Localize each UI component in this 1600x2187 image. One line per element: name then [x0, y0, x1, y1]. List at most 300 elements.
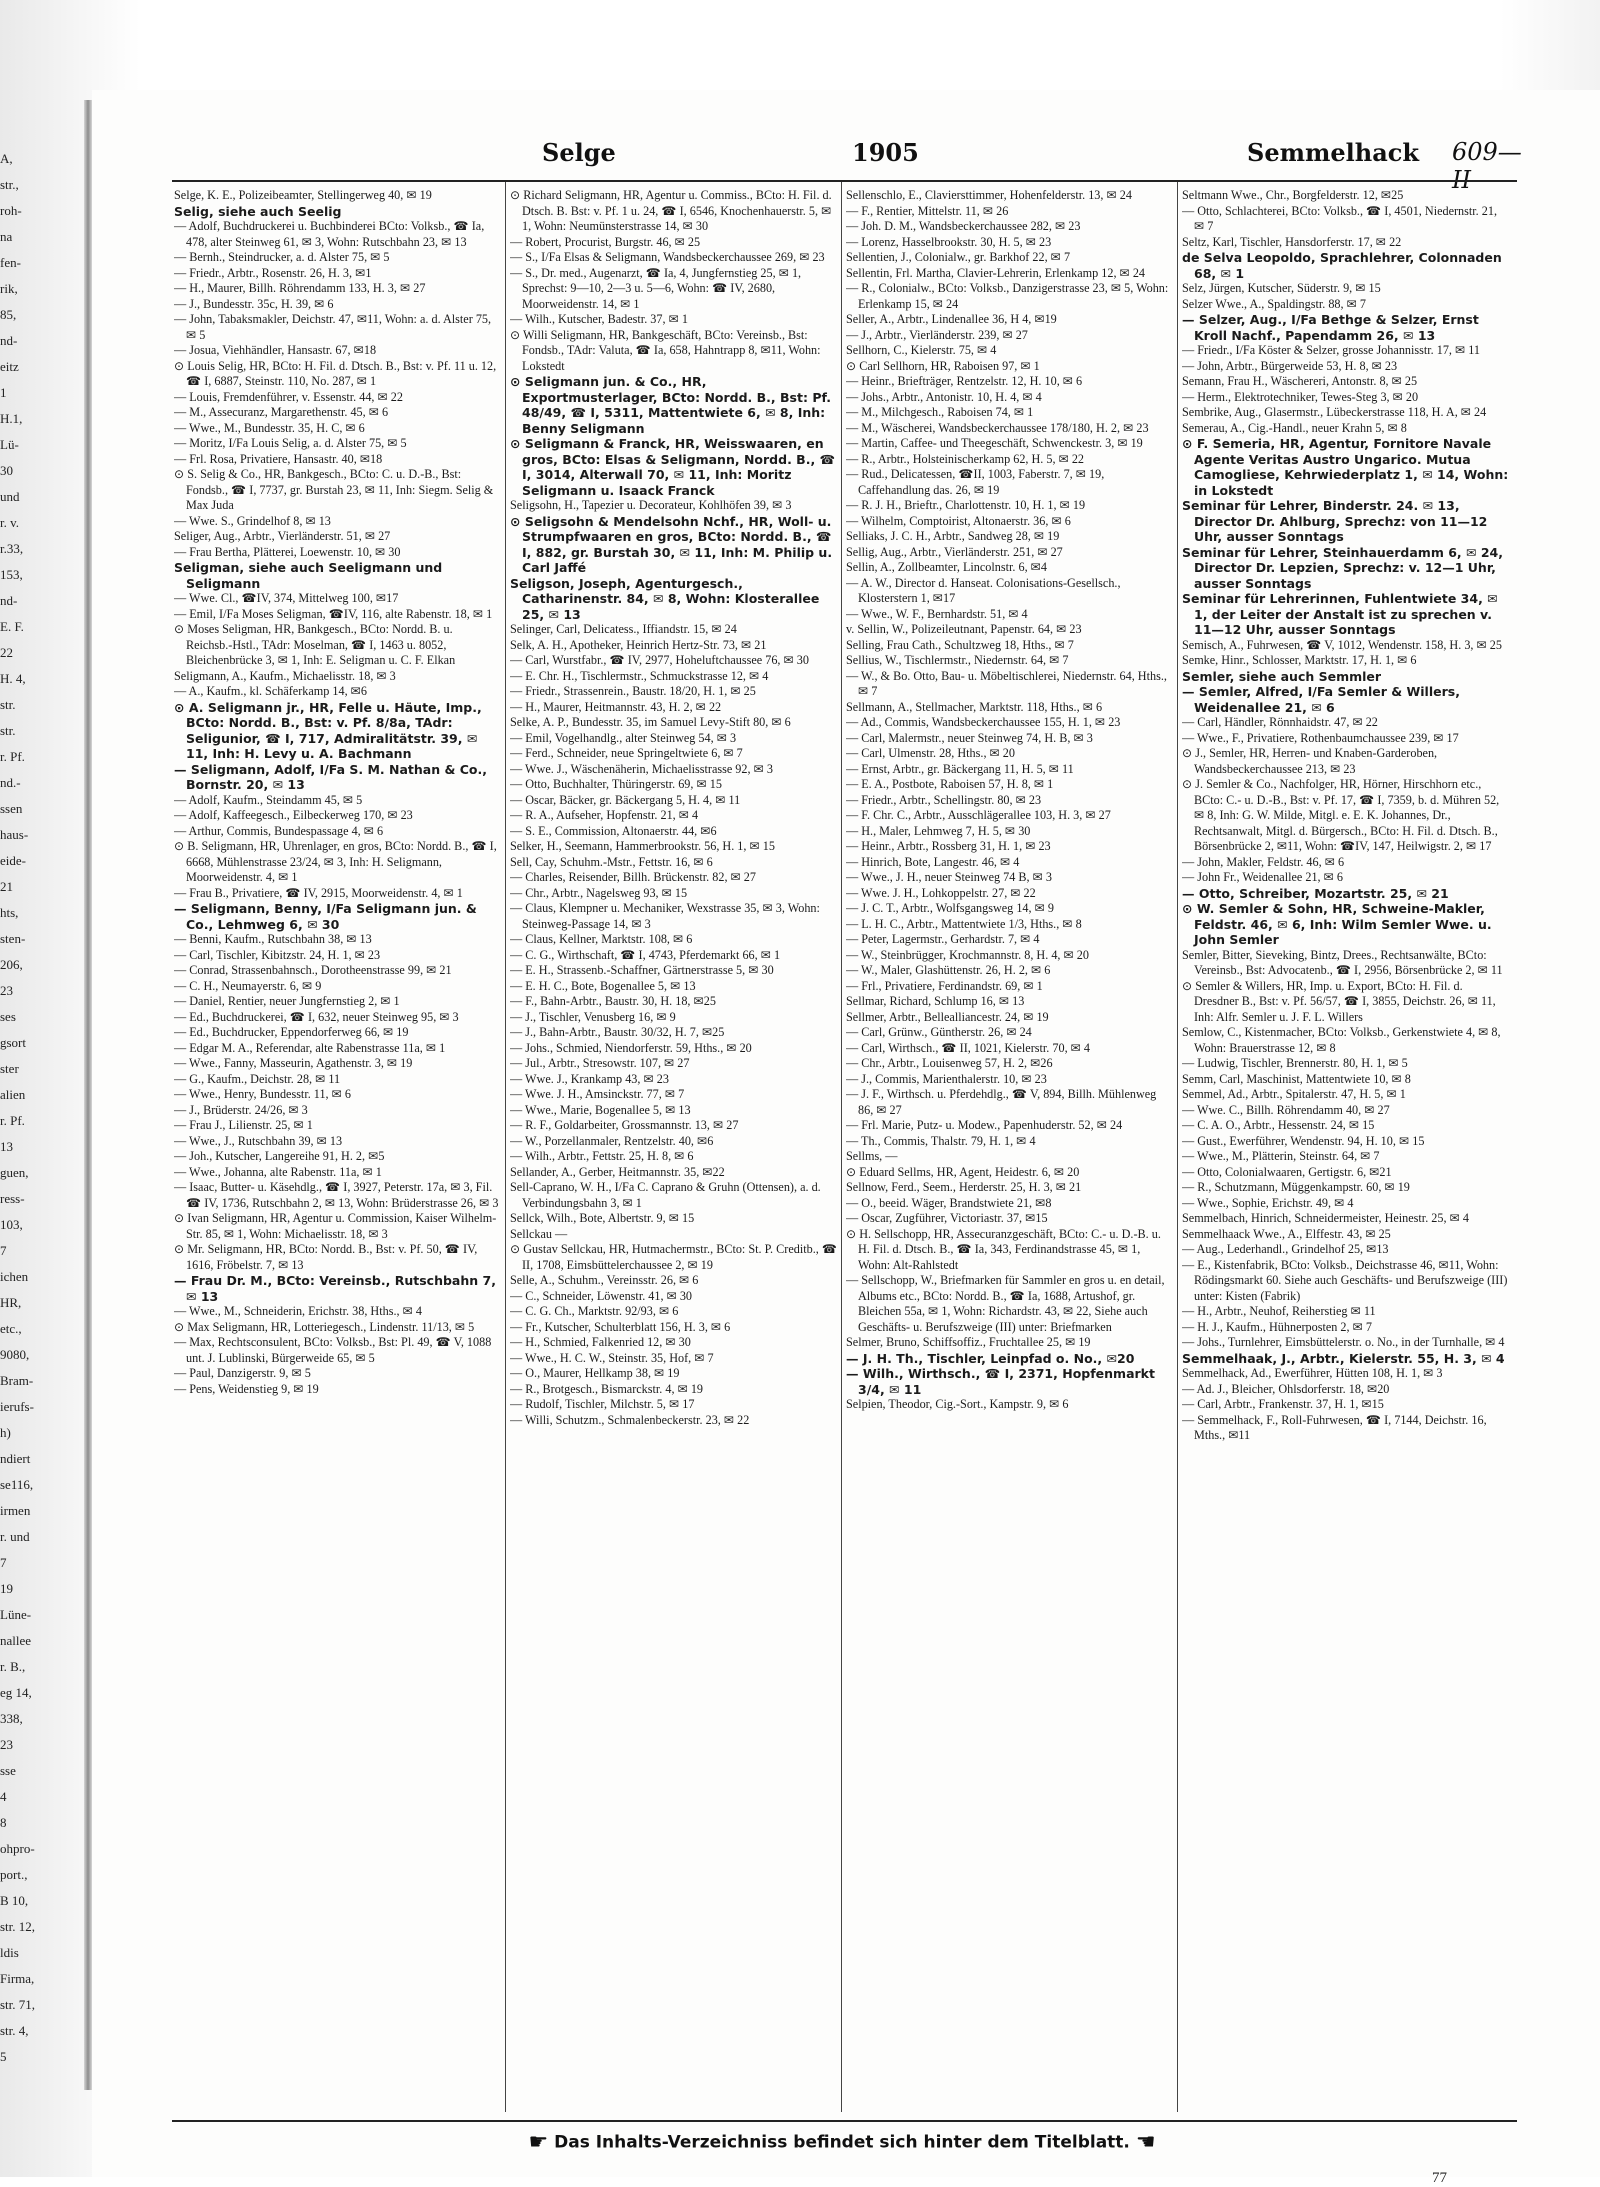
directory-entry: — Fr., Kutscher, Schulterblatt 156, H. 3, ✉ 6: [510, 1319, 731, 1334]
margin-fragment: 153,: [0, 567, 23, 582]
margin-fragment: ichen: [0, 1269, 29, 1284]
margin-fragment: 4: [0, 1789, 7, 1804]
margin-fragment: 85,: [0, 307, 17, 322]
directory-entry: — Semmelhack, F., Roll-Fuhrwesen, ☎ I, 7144, Deichstr. 16, Mths., ✉11: [1182, 1412, 1487, 1442]
directory-entry: — Paul, Danzigerstr. 9, ✉ 5: [174, 1366, 311, 1380]
directory-entry: ⊙ Seligmann jun. & Co., HR, Exportmusterlager, BCto: Nordd. B., Bst: Pf. 48/49, ☎ I, 5311, Mattentwiete 6, ✉ 8, Inh: Benny Seligmann: [510, 374, 831, 436]
directory-entry: Seminar für Lehrerinnen, Fuhlentwiete 34, ✉ 1, der Leiter der Anstalt ist zu sprechen v. 11—12 Uhr, ausser Sonntags: [1182, 591, 1498, 637]
margin-fragment: r. Pf.: [0, 1113, 25, 1128]
directory-entry: ⊙ S. Selig & Co., HR, Bankgesch., BCto: C. u. D.-B., Bst: Fondsb., ☎ I, 7737, gr. Burstah 23, ✉ 11, Inh: Siegm. Selig & Max Juda: [174, 467, 494, 512]
directory-entry: — C. H., Neumayerstr. 6, ✉ 9: [174, 978, 322, 993]
directory-entry: — L. H. C., Arbtr., Mattentwiete 1/3, Hths., ✉ 8: [846, 916, 1082, 931]
directory-entry: — Ad. J., Bleicher, Ohlsdorferstr. 18, ✉20: [1182, 1381, 1390, 1396]
margin-fragment: guen,: [0, 1165, 29, 1180]
directory-entry: — F., Bahn-Arbtr., Baustr. 30, H. 18, ✉25: [510, 994, 716, 1008]
directory-entry: Semm, Carl, Maschinist, Mattentwiete 10, ✉ 8: [1182, 1071, 1411, 1086]
directory-column-2: [510, 188, 838, 2108]
margin-fragment: haus-: [0, 827, 29, 842]
margin-fragment: ses: [0, 1009, 16, 1024]
directory-entry: — Peter, Lagermstr., Gerhardstr. 7, ✉ 4: [846, 932, 1040, 946]
directory-entry: — Frl. Rosa, Privatiere, Hansastr. 40, ✉18: [174, 451, 383, 466]
margin-fragment: r.33,: [0, 541, 24, 556]
directory-entry: — Heinr., Arbtr., Rossberg 31, H. 1, ✉ 23: [846, 839, 1051, 853]
directory-entry: — Edgar M. A., Referendar, alte Rabenstrasse 11a, ✉ 1: [174, 1040, 446, 1055]
directory-entry: — Adolf, Kaffeegesch., Eilbeckerweg 170, ✉ 23: [174, 808, 413, 822]
directory-entry: Seltz, Karl, Tischler, Hansdorferstr. 17, ✉ 22: [1182, 234, 1402, 249]
directory-entry: — Wwe., M., Bundesstr. 35, H. C, ✉ 6: [174, 420, 365, 435]
directory-entry: — W., Steinbrügger, Krochmannstr. 8, H. 4, ✉ 20: [846, 947, 1089, 962]
directory-entry: — Wwe., Fanny, Masseurin, Agathenstr. 3, ✉ 19: [174, 1056, 413, 1070]
directory-entry: — Frau Dr. M., BCto: Vereinsb., Rutschbahn 7, ✉ 13: [174, 1273, 496, 1304]
margin-fragment: 13: [0, 1139, 13, 1154]
directory-entry: Semler, siehe auch Semmler: [1182, 668, 1382, 684]
margin-fragment: str. 12,: [0, 1919, 36, 1934]
directory-entry: — J. H. Th., Tischler, Leinpfad o. No., ✉20: [846, 1350, 1135, 1366]
directory-entry: — Chr., Arbtr., Louisenweg 57, H. 2, ✉26: [846, 1056, 1053, 1070]
directory-entry: ⊙ Willi Seligmann, HR, Bankgeschäft, BCto: Vereinsb., Bst: Fondsb., TAdr: Valuta, ☎ Ia, 658, Hahntrapp 8, ✉11, Wohn: Lokstedt: [510, 327, 821, 373]
directory-entry: — John, Tabaksmakler, Deichstr. 47, ✉11, Wohn: a. d. Alster 75, ✉ 5: [174, 312, 492, 342]
directory-entry: Selge, K. E., Polizeibeamter, Stellingerweg 40, ✉ 19: [174, 188, 432, 202]
directory-entry: de Selva Leopoldo, Sprachlehrer, Colonnaden 68, ✉ 1: [1182, 250, 1502, 281]
margin-fragment: r. und: [0, 1529, 30, 1544]
directory-entry: — Wilh., Wirthsch., ☎ I, 2371, Hopfenmarkt 3/4, ✉ 11: [846, 1366, 1155, 1397]
directory-entry: — Moritz, I/Fa Louis Selig, a. d. Alster 75, ✉ 5: [174, 436, 407, 450]
margin-fragment: Lüne-: [0, 1607, 32, 1622]
directory-entry: — J., Arbtr., Vierländerstr. 239, ✉ 27: [846, 327, 1028, 342]
directory-entry: — Friedr., Strassenrein., Baustr. 18/20, H. 1, ✉ 25: [510, 684, 756, 698]
margin-fragment: nd-: [0, 333, 18, 348]
directory-entry: — R. J. H., Brieftr., Charlottenstr. 10, H. 1, ✉ 19: [846, 498, 1086, 512]
directory-entry: — Carl, Malermstr., neuer Steinweg 74, H. B, ✉ 3: [846, 730, 1093, 745]
margin-fragment: rik,: [0, 281, 18, 296]
directory-entry: — Martin, Caffee- und Theegeschäft, Schwenckestr. 3, ✉ 19: [846, 436, 1143, 450]
margin-fragment: 21: [0, 879, 13, 894]
margin-fragment: 30: [0, 463, 13, 478]
column-separator: [841, 182, 842, 2112]
margin-fragment: h): [0, 1425, 11, 1440]
directory-entry: Seller, A., Arbtr., Lindenallee 36, H 4, ✉19: [846, 312, 1057, 326]
directory-entry: Sellck, Wilh., Bote, Albertstr. 9, ✉ 15: [510, 1211, 695, 1225]
margin-fragment: sten-: [0, 931, 26, 946]
directory-entry: — F. Chr. C., Arbtr., Ausschlägerallee 103, H. 3, ✉ 27: [846, 808, 1111, 822]
header-last-name: Semmelhack: [1247, 138, 1420, 167]
directory-entry: — Wwe., Sophie, Erichstr. 49, ✉ 4: [1182, 1195, 1354, 1210]
directory-entry: — E. H., Strassenb.-Schaffner, Gärtnerstrasse 5, ✉ 30: [510, 963, 774, 977]
directory-entry: — M., Milchgesch., Raboisen 74, ✉ 1: [846, 405, 1034, 419]
margin-fragment: 8: [0, 1815, 7, 1830]
directory-entry: — Carl, Wirthsch., ☎ II, 1021, Kielerstr. 70, ✉ 4: [846, 1040, 1091, 1055]
directory-entry: — Wwe., H. C. W., Steinstr. 35, Hof, ✉ 7: [510, 1350, 714, 1365]
margin-fragment: H. 4,: [0, 671, 26, 686]
directory-entry: — Oscar, Zugführer, Victoriastr. 37, ✉15: [846, 1211, 1048, 1225]
directory-entry: Sellenschlo, E., Claviersttimmer, Hohenfelderstr. 13, ✉ 24: [846, 188, 1132, 202]
directory-entry: — Louis, Fremdenführer, v. Essenstr. 44, ✉ 22: [174, 389, 403, 404]
margin-fragment: na: [0, 229, 13, 244]
directory-entry: — Carl, Wurstfabr., ☎ IV, 2977, Hoheluftchaussee 76, ✉ 30: [510, 653, 809, 667]
directory-entry: — Wwe., J., Rutschbahn 39, ✉ 13: [174, 1133, 343, 1148]
directory-entry: ⊙ Richard Seligmann, HR, Agentur u. Commiss., BCto: H. Fil. d. Dtsch. B. Bst: v. Pf. 1 u. 24, ☎ I, 6546, Knochenhauerstr. 5, ✉ 1, Wohn: Neumünsterstrasse 14, ✉ 30: [510, 188, 832, 233]
directory-entry: Semmel, Ad., Arbtr., Spitalerstr. 47, H. 5, ✉ 1: [1182, 1087, 1406, 1101]
margin-fragment: r. v.: [0, 515, 20, 530]
margin-fragment: ssen: [0, 801, 23, 816]
directory-entry: — Johs., Arbtr., Antonistr. 10, H. 4, ✉ 4: [846, 389, 1042, 404]
directory-entry: — Josua, Viehhändler, Hansastr. 67, ✉18: [174, 343, 377, 357]
directory-entry: — Daniel, Rentier, neuer Jungfernstieg 2, ✉ 1: [174, 994, 400, 1008]
directory-entry: — Oscar, Bäcker, gr. Bäckergang 5, H. 4, ✉ 11: [510, 792, 741, 807]
directory-entry: Selig, siehe auch Seelig: [174, 203, 342, 219]
directory-entry: — E. H. C., Bote, Bogenallee 5, ✉ 13: [510, 978, 696, 993]
directory-page: [92, 90, 1600, 2186]
directory-entry: Semmelbach, Hinrich, Schneidermeister, Heinestr. 25, ✉ 4: [1182, 1211, 1469, 1225]
directory-entry: — Joh. D. M., Wandsbeckerchaussee 282, ✉ 23: [846, 219, 1081, 233]
directory-entry: — Rudolf, Tischler, Milchstr. 5, ✉ 17: [510, 1397, 695, 1411]
margin-fragment: hts,: [0, 905, 19, 920]
directory-column-1: [174, 188, 502, 2108]
directory-entry: Selmer, Bruno, Schiffsoffiz., Fruchtallee 25, ✉ 19: [846, 1335, 1091, 1349]
directory-entry: — Ed., Buchdrucker, Eppendorferweg 66, ✉ 19: [174, 1025, 409, 1039]
directory-entry: Seliger, Aug., Arbtr., Vierländerstr. 51, ✉ 27: [174, 529, 391, 543]
directory-entry: — Ferd., Schneider, neue Springeltwiete 6, ✉ 7: [510, 746, 743, 760]
directory-entry: — Th., Commis, Thalstr. 79, H. 1, ✉ 4: [846, 1133, 1036, 1148]
book-gutter: [84, 100, 92, 2090]
margin-fragment: A,: [0, 151, 13, 166]
directory-entry: — Emil, Vogelhandlg., alter Steinweg 54, ✉ 3: [510, 730, 737, 745]
footer-notice-text: Das Inhalts-Verzeichniss befindet sich hinter dem Titelblatt.: [554, 2132, 1130, 2153]
margin-fragment: 23: [0, 1737, 13, 1752]
directory-entry: — Isaac, Butter- u. Käsehdlg., ☎ I, 3927, Peterstr. 17a, ✉ 3, Fil. ☎ IV, 1736, Rutschbahn 2, ✉ 13, Wohn: Brüderstrasse 26, ✉ 3: [174, 1180, 499, 1210]
directory-entry: — Frl., Privatiere, Ferdinandstr. 69, ✉ 1: [846, 978, 1043, 993]
directory-entry: — Wilh., Arbtr., Fettstr. 25, H. 8, ✉ 6: [510, 1149, 694, 1163]
footer-notice: [392, 2130, 1292, 2155]
margin-fragment: nallee: [0, 1633, 32, 1648]
directory-entry: — Adolf, Buchdruckerei u. Buchbinderei BCto: Volksb., ☎ Ia, 478, alter Steinweg 61, ✉ 3, Wohn: Rutschbahn 23, ✉ 13: [174, 219, 485, 249]
directory-entry: — Otto, Schreiber, Mozartstr. 25, ✉ 21: [1182, 885, 1449, 901]
directory-entry: — C., Schneider, Löwenstr. 41, ✉ 30: [510, 1288, 693, 1303]
directory-entry: — Carl, Händler, Rönnhaidstr. 47, ✉ 22: [1182, 715, 1378, 729]
directory-entry: — Aug., Lederhandl., Grindelhof 25, ✉13: [1182, 1242, 1389, 1256]
directory-entry: — Friedr., Arbtr., Rosenstr. 26, H. 3, ✉1: [174, 265, 372, 280]
previous-page-margin: [0, 140, 82, 2120]
directory-entry: Sell-Caprano, W. H., I/Fa C. Caprano & Gruhn (Ottensen), a. d. Verbindungsbahn 3, ✉ 1: [510, 1180, 821, 1210]
directory-entry: — Ludwig, Tischler, Brennerstr. 80, H. 1, ✉ 5: [1182, 1056, 1408, 1070]
directory-entry: ⊙ Seligmann & Franck, HR, Weisswaaren, en gros, BCto: Elsas & Seligmann, Nordd. B., ☎ I, 3014, Alterwall 70, ✉ 11, Inh: Moritz Seligmann u. Isaack Franck: [510, 436, 836, 498]
margin-fragment: alien: [0, 1087, 26, 1102]
directory-entry: — C. G., Wirthschaft, ☎ I, 4743, Pferdemarkt 66, ✉ 1: [510, 947, 781, 962]
directory-entry: Semlow, C., Kistenmacher, BCto: Volksb., Gerkenstwiete 4, ✉ 8, Wohn: Brauerstrasse 12, ✉ 8: [1182, 1025, 1501, 1055]
directory-entry: Selk, A. H., Apotheker, Heinrich Hertz-Str. 73, ✉ 21: [510, 637, 767, 652]
directory-entry: — Frau Bertha, Plätterei, Loewenstr. 10, ✉ 30: [174, 544, 401, 559]
directory-entry: — M., Assecuranz, Margarethenstr. 45, ✉ 6: [174, 405, 389, 419]
directory-entry: — E. A., Postbote, Raboisen 57, H. 8, ✉ 1: [846, 777, 1054, 791]
directory-entry: Semke, Hinr., Schlosser, Marktstr. 17, H. 1, ✉ 6: [1182, 653, 1417, 667]
margin-fragment: sse: [0, 1763, 16, 1778]
directory-entry: Selliaks, J. C. H., Arbtr., Sandweg 28, ✉ 19: [846, 529, 1060, 543]
page-header: [172, 138, 1522, 194]
directory-entry: ⊙ Carl Sellhorn, HR, Raboisen 97, ✉ 1: [846, 358, 1040, 373]
directory-entry: — Selzer, Aug., I/Fa Bethge & Selzer, Ernst Kroll Nachf., Papendamm 26, ✉ 13: [1182, 312, 1479, 343]
directory-entry: — Frl. Marie, Putz- u. Modew., Papenhuderstr. 52, ✉ 24: [846, 1118, 1123, 1132]
margin-fragment: B 10,: [0, 1893, 29, 1908]
directory-entry: — Wilhelm, Comptoirist, Altonaerstr. 36, ✉ 6: [846, 513, 1071, 528]
margin-fragment: und: [0, 489, 20, 504]
directory-entry: — H., Maler, Lehmweg 7, H. 5, ✉ 30: [846, 823, 1031, 838]
directory-entry: — Arthur, Commis, Bundespassage 4, ✉ 6: [174, 823, 384, 838]
directory-entry: Sellentien, J., Colonialw., gr. Barkhof 22, ✉ 7: [846, 250, 1071, 264]
directory-entry: — John Fr., Weidenallee 21, ✉ 6: [1182, 870, 1343, 884]
directory-entry: Sellander, A., Gerber, Heitmannstr. 35, ✉22: [510, 1164, 725, 1179]
directory-entry: — H., Arbtr., Neuhof, Reiherstieg ✉ 11: [1182, 1304, 1376, 1318]
directory-entry: — Seligmann, Benny, I/Fa Seligmann jun. & Co., Lehmweg 6, ✉ 30: [174, 901, 477, 932]
directory-column-3: [846, 188, 1174, 2108]
directory-entry: — Wwe. J. H., Lohkoppelstr. 27, ✉ 22: [846, 885, 1036, 900]
margin-fragment: eg 14,: [0, 1685, 32, 1700]
margin-fragment: str. 4,: [0, 2023, 29, 2038]
sheet-number: 77: [1432, 2170, 1447, 2186]
directory-entry: Semmelhaack Wwe., A., Elffestr. 43, ✉ 25: [1182, 1226, 1391, 1241]
pointing-hand-icon: ☚: [1135, 2130, 1156, 2155]
directory-entry: — John, Arbtr., Bürgerweide 53, H. 8, ✉ 23: [1182, 358, 1398, 373]
directory-entry: Sellhorn, C., Kielerstr. 75, ✉ 4: [846, 343, 997, 357]
margin-fragment: Lü-: [0, 437, 19, 452]
directory-entry: ⊙ Max Seligmann, HR, Lotteriegesch., Lindenstr. 11/13, ✉ 5: [174, 1319, 475, 1334]
directory-entry: Semmelhaak, J., Arbtr., Kielerstr. 55, H. 3, ✉ 4: [1182, 1350, 1505, 1366]
directory-entry: — Chr., Arbtr., Nagelsweg 93, ✉ 15: [510, 885, 688, 900]
directory-entry: — Joh., Kutscher, Langereihe 91, H. 2, ✉5: [174, 1149, 385, 1163]
margin-fragment: E. F.: [0, 619, 24, 634]
directory-entry: — J., Tischler, Venusberg 16, ✉ 9: [510, 1009, 676, 1024]
margin-fragment: eide-: [0, 853, 26, 868]
margin-fragment: fen-: [0, 255, 21, 270]
directory-entry: Selker, H., Seemann, Hammerbrookstr. 56, H. 1, ✉ 15: [510, 839, 775, 853]
directory-entry: — Carl, Ulmenstr. 28, Hths., ✉ 20: [846, 746, 1015, 760]
directory-entry: ⊙ J., Semler, HR, Herren- und Knaben-Garderoben, Wandsbeckerchaussee 213, ✉ 23: [1182, 746, 1438, 776]
directory-entry: — Otto, Colonialwaaren, Gertigstr. 6, ✉21: [1182, 1164, 1392, 1179]
directory-entry: ⊙ F. Semeria, HR, Agentur, Fornitore Navale Agente Veritas Austro Ungarico. Mutua Camogliese, Kehrwiederplatz 1, ✉ 14, Wohn: in Lokstedt: [1182, 436, 1509, 498]
margin-fragment: gsort: [0, 1035, 26, 1050]
margin-fragment: Bram-: [0, 1373, 34, 1388]
directory-entry: ⊙ Semler & Willers, HR, Imp. u. Export, BCto: H. Fil. d. Dresdner B., Bst: v. Pf. 56/57, ☎ I, 3855, Deichstr. 26, ✉ 11, Inh: Alfr. Semler u. J. F. L. Willers: [1182, 978, 1496, 1024]
directory-entry: Sellmer, Arbtr., Bellealliancestr. 24, ✉ 19: [846, 1009, 1049, 1024]
directory-entry: — Gust., Ewerführer, Wendenstr. 94, H. 10, ✉ 15: [1182, 1133, 1425, 1148]
directory-entry: ⊙ W. Semler & Sohn, HR, Schweine-Makler, Feldstr. 46, ✉ 6, Inh: Wilm Semler Wwe. u. John Semler: [1182, 901, 1492, 947]
directory-entry: Selling, Frau Cath., Schultzweg 18, Hths., ✉ 7: [846, 637, 1074, 652]
margin-fragment: str. 71,: [0, 1997, 36, 2012]
directory-entry: — Jul., Arbtr., Stresowstr. 107, ✉ 27: [510, 1056, 690, 1070]
directory-entry: ⊙ Mr. Seligmann, HR, BCto: Nordd. B., Bst: v. Pf. 50, ☎ IV, 1616, Fröbelstr. 7, ✉ 13: [174, 1242, 478, 1272]
margin-fragment: ohpro-: [0, 1841, 35, 1856]
directory-entry: — Robert, Procurist, Burgstr. 46, ✉ 25: [510, 234, 701, 249]
directory-entry: — Wilh., Kutscher, Badestr. 37, ✉ 1: [510, 312, 688, 326]
directory-entry: Selke, A. P., Bundesstr. 35, im Samuel Levy-Stift 80, ✉ 6: [510, 715, 791, 729]
directory-entry: ⊙ A. Seligmann jr., HR, Felle u. Häute, Imp., BCto: Nordd. B., Bst: v. Pf. 8/8a, TAdr: Seligunior, ☎ I, 717, Admiralitätstr. 39, ✉ 11, Inh: H. Levy u. A. Bachmann: [174, 699, 482, 761]
directory-entry: — Claus, Kellner, Marktstr. 108, ✉ 6: [510, 932, 693, 946]
margin-fragment: 22: [0, 645, 13, 660]
directory-entry: — R. F., Goldarbeiter, Grossmannstr. 13, ✉ 27: [510, 1118, 739, 1132]
directory-entry: v. Sellin, W., Polizeileutnant, Papenstr. 64, ✉ 23: [846, 622, 1082, 636]
margin-fragment: str.: [0, 723, 16, 738]
directory-entry: — Friedr., Arbtr., Schellingstr. 80, ✉ 23: [846, 792, 1042, 807]
directory-entry: Selz, Jürgen, Kutscher, Süderstr. 9, ✉ 15: [1182, 281, 1381, 295]
directory-entry: — Johs., Schmied, Niendorferstr. 59, Hths., ✉ 20: [510, 1040, 752, 1055]
directory-entry: — Charles, Reisender, Billh. Brückenstr. 82, ✉ 27: [510, 870, 756, 884]
directory-entry: — Carl, Arbtr., Frankenstr. 37, H. 1, ✉15: [1182, 1397, 1384, 1411]
margin-fragment: H.1,: [0, 411, 23, 426]
directory-entry: ⊙ Eduard Sellms, HR, Agent, Heidestr. 6, ✉ 20: [846, 1164, 1080, 1179]
directory-entry: — Ad., Commis, Wandsbeckerchaussee 155, H. 1, ✉ 23: [846, 715, 1121, 729]
margin-fragment: str.,: [0, 177, 19, 192]
directory-entry: — W., Maler, Glashüttenstr. 26, H. 2, ✉ 6: [846, 963, 1051, 977]
directory-entry: Semisch, A., Fuhrwesen, ☎ V, 1012, Wendenstr. 158, H. 3, ✉ 25: [1182, 637, 1502, 652]
directory-entry: — O., Maurer, Hellkamp 38, ✉ 19: [510, 1366, 680, 1380]
directory-entry: — S., I/Fa Elsas & Seligmann, Wandsbeckerchaussee 269, ✉ 23: [510, 250, 825, 264]
margin-fragment: port.,: [0, 1867, 28, 1882]
directory-entry: — Wwe. J. H., Amsinckstr. 77, ✉ 7: [510, 1087, 685, 1101]
directory-entry: — Frau B., Privatiere, ☎ IV, 2915, Moorweidenstr. 4, ✉ 1: [174, 885, 463, 900]
directory-entry: — Lorenz, Hasselbrookstr. 30, H. 5, ✉ 23: [846, 234, 1052, 249]
directory-entry: — R., Schutzmann, Müggenkampstr. 60, ✉ 19: [1182, 1180, 1410, 1194]
directory-entry: — Wwe., W. F., Bernhardstr. 51, ✉ 4: [846, 606, 1028, 621]
directory-entry: — Wwe. J., Wäschenäherin, Michaelisstrasse 92, ✉ 3: [510, 761, 773, 776]
margin-fragment: r. B.,: [0, 1659, 26, 1674]
directory-entry: — Semler, Alfred, I/Fa Semler & Willers, Weidenallee 21, ✉ 6: [1182, 684, 1460, 715]
directory-entry: ⊙ H. Sellschopp, HR, Assecuranzgeschäft, BCto: C.- u. D.-B. u. H. Fil. d. Dtsch. B., ☎ Ia, 343, Ferdinandstrasse 45, ✉ 1, Wohn: Alt-Rahlstedt: [846, 1226, 1161, 1272]
directory-entry: — Herm., Elektrotechniker, Tewes-Steg 3, ✉ 20: [1182, 389, 1419, 404]
directory-entry: ⊙ B. Seligmann, HR, Uhrenlager, en gros, BCto: Nordd. B., ☎ I, 6668, Mühlenstrasse 23/24, ✉ 3, Inh: H. Seligmann, Moorweidenstr. 4, ✉ 1: [174, 839, 497, 884]
directory-entry: — Friedr., I/Fa Köster & Selzer, grosse Johannisstr. 17, ✉ 11: [1182, 343, 1481, 357]
directory-entry: Sellius, W., Tischlermstr., Niedernstr. 64, ✉ 7: [846, 653, 1069, 667]
directory-entry: — John, Makler, Feldstr. 46, ✉ 6: [1182, 854, 1345, 869]
directory-entry: — Benni, Kaufm., Rutschbahn 38, ✉ 13: [174, 932, 372, 946]
directory-entry: — Wwe. S., Grindelhof 8, ✉ 13: [174, 513, 331, 528]
directory-entry: — Pens, Weidenstieg 9, ✉ 19: [174, 1381, 319, 1396]
directory-entry: Sellmar, Richard, Schlump 16, ✉ 13: [846, 994, 1025, 1008]
directory-entry: Sembrike, Aug., Glasermstr., Lübeckerstrasse 118, H. A, ✉ 24: [1182, 405, 1487, 419]
directory-entry: — G., Kaufm., Deichstr. 28, ✉ 11: [174, 1071, 341, 1086]
directory-entry: Semler, Bitter, Sieveking, Bintz, Drees., Rechtsanwälte, BCto: Vereinsb., Bst: Advocatenb., ☎ I, 2956, Börsenbrücke 2, ✉ 11: [1182, 947, 1503, 977]
directory-entry: — H., Schmied, Falkenried 12, ✉ 30: [510, 1335, 691, 1349]
directory-entry: — W., Porzellanmaler, Rentzelstr. 40, ✉6: [510, 1133, 714, 1148]
margin-fragment: HR,: [0, 1295, 22, 1310]
directory-entry: — R., Brotgesch., Bismarckstr. 4, ✉ 19: [510, 1381, 704, 1396]
directory-entry: Sell, Cay, Schuhm.-Mstr., Fettstr. 16, ✉ 6: [510, 854, 713, 869]
margin-fragment: ndiert: [0, 1451, 31, 1466]
margin-fragment: etc.,: [0, 1321, 22, 1336]
margin-fragment: 5: [0, 2049, 7, 2064]
directory-entry: — Wwe., Johanna, alte Rabenstr. 11a, ✉ 1: [174, 1164, 382, 1179]
margin-fragment: nd.-: [0, 775, 21, 790]
directory-entry: Selzer Wwe., A., Spaldingstr. 88, ✉ 7: [1182, 296, 1366, 311]
directory-entry: Sellig, Aug., Arbtr., Vierländerstr. 251, ✉ 27: [846, 544, 1063, 559]
directory-entry: — Seligmann, Adolf, I/Fa S. M. Nathan & Co., Bornstr. 20, ✉ 13: [174, 761, 487, 792]
margin-fragment: ster: [0, 1061, 19, 1076]
directory-entry: — Carl, Tischler, Kibitzstr. 24, H. 1, ✉ 23: [174, 947, 381, 962]
directory-entry: — W., & Bo. Otto, Bau- u. Möbeltischlerei, Niedernstr. 64, Hths., ✉ 7: [846, 668, 1167, 698]
header-rule: [172, 180, 1517, 182]
directory-entry: Seligson, Joseph, Agenturgesch., Catharinenstr. 84, ✉ 8, Wohn: Klosterallee 25, ✉ 13: [510, 575, 820, 622]
margin-fragment: 103,: [0, 1217, 23, 1232]
directory-entry: ⊙ Ivan Seligmann, HR, Agentur u. Commission, Kaiser Wilhelm-Str. 85, ✉ 1, Wohn: Michaelisstr. 18, ✉ 3: [174, 1211, 497, 1241]
directory-entry: — E. Chr. H., Tischlermstr., Schmuckstrasse 12, ✉ 4: [510, 668, 769, 683]
directory-entry: ⊙ J. Semler & Co., Nachfolger, HR, Hörner, Hirschhorn etc., BCto: C.- u. D.-B., Bst: v. Pf. 17, ☎ I, 7359, b. d. Mühren 52, ✉ 8, Inh: G. W. Milde, Mitgl. e. E. K. Johannes, Dr., Rechtsanwalt, Mitgl. d. Bürgersch., BCto: H. Fil. d. Dtsch. B., Börsenbrücke 2, ✉11, Wohn: ☎IV, 147, Heilwigstr. 2, ✉ 17: [1182, 777, 1500, 853]
margin-fragment: r. Pf.: [0, 749, 25, 764]
header-page-number: 609—II: [1452, 138, 1522, 194]
directory-entry: — R. A., Aufseher, Hopfenstr. 21, ✉ 4: [510, 808, 699, 822]
directory-entry: — Wwe. J., Krankamp 43, ✉ 23: [510, 1071, 669, 1086]
margin-fragment: 7: [0, 1555, 7, 1570]
margin-fragment: 19: [0, 1581, 13, 1596]
directory-entry: — R., Arbtr., Holsteinischerkamp 62, H. 5, ✉ 22: [846, 451, 1085, 466]
directory-entry: — M., Wäscherei, Wandsbeckerchaussee 178/180, H. 2, ✉ 23: [846, 420, 1149, 435]
directory-entry: Seligman, siehe auch Seeligmann und Seligmann: [174, 560, 443, 591]
margin-fragment: irmen: [0, 1503, 31, 1518]
margin-fragment: 23: [0, 983, 13, 998]
directory-entry: — Carl, Grünw., Güntherstr. 26, ✉ 24: [846, 1025, 1032, 1039]
directory-entry: — H. J., Kaufm., Hühnerposten 2, ✉ 7: [1182, 1319, 1372, 1334]
margin-fragment: roh-: [0, 203, 22, 218]
directory-entry: ⊙ Moses Seligman, HR, Bankgesch., BCto: Nordd. B. u. Reichsb.-Hstl., TAdr: Moselman, ☎ I, 1463 u. 8052, Bleichenbrücke 3, ✉ 1, Inh: E. Seligman u. C. F. Elkan: [174, 622, 456, 667]
directory-entry: Selinger, Carl, Delicatess., Iffiandstr. 15, ✉ 24: [510, 622, 737, 636]
header-first-name: Selge: [542, 138, 616, 167]
directory-entry: Semann, Frau H., Wäschereri, Antonstr. 8, ✉ 25: [1182, 374, 1418, 388]
margin-fragment: ierufs-: [0, 1399, 34, 1414]
margin-fragment: 1: [0, 385, 7, 400]
directory-entry: — C. A. O., Arbtr., Hessenstr. 24, ✉ 15: [1182, 1118, 1375, 1132]
directory-entry: — H., Maurer, Billh. Röhrendamm 133, H. 3, ✉ 27: [174, 281, 426, 295]
directory-entry: — Emil, I/Fa Moses Seligman, ☎IV, 116, alte Rabenstr. 18, ✉ 1: [174, 606, 493, 621]
directory-entry: — Wwe., Henry, Bundesstr. 11, ✉ 6: [174, 1087, 351, 1101]
directory-entry: — Sellschopp, W., Briefmarken für Sammler en gros u. en detail, Albums etc., BCto: Nordd. B., ☎ Ia, 1688, Artushof, gr. Bleichen 55a, ✉ 1, Wohn: Richardstr. 43, ✉ 22, Siehe auch Geschäfts- u. Berufszweige (III) unter: Briefmarken: [846, 1273, 1165, 1334]
directory-entry: — J., Bundesstr. 35c, H. 39, ✉ 6: [174, 296, 334, 311]
directory-entry: Sellin, A., Zollbeamter, Lincolnstr. 6, ✉4: [846, 560, 1047, 574]
directory-entry: — O., beeid. Wäger, Brandstwiete 21, ✉8: [846, 1195, 1052, 1210]
directory-entry: Seltmann Wwe., Chr., Borgfelderstr. 12, ✉25: [1182, 188, 1404, 202]
directory-entry: — Wwe. C., Billh. Röhrendamm 40, ✉ 27: [1182, 1102, 1390, 1117]
directory-entry: — A., Kaufm., kl. Schäferkamp 14, ✉6: [174, 684, 367, 698]
directory-entry: — Wwe. Cl., ☎IV, 374, Mittelweg 100, ✉17: [174, 591, 399, 605]
directory-entry: — H., Maurer, Heitmannstr. 43, H. 2, ✉ 22: [510, 699, 722, 714]
margin-fragment: se116,: [0, 1477, 34, 1492]
directory-entry: Seminar für Lehrer, Binderstr. 24. ✉ 13, Director Dr. Ahlburg, Sprechz: von 11—12 Uhr, ausser Sonntags: [1182, 498, 1488, 544]
directory-entry: Sellentin, Frl. Martha, Clavier-Lehrerin, Erlenkamp 12, ✉ 24: [846, 265, 1146, 280]
directory-entry: — Bernh., Steindrucker, a. d. Alster 75, ✉ 5: [174, 250, 390, 264]
directory-entry: — Hinrich, Bote, Langestr. 46, ✉ 4: [846, 854, 1020, 869]
directory-entry: — Johs., Turnlehrer, Eimsbüttelerstr. o. No., in der Turnhalle, ✉ 4: [1182, 1335, 1505, 1349]
directory-entry: — E., Kistenfabrik, BCto: Volksb., Deichstrasse 46, ✉11, Wohn: Rödingsmarkt 60. Siehe auch Geschäfts- und Berufszweige (III) unter: Kisten (Fabrik): [1182, 1257, 1508, 1303]
column-separator: [1177, 182, 1178, 2112]
directory-entry: Sellnow, Ferd., Seem., Herderstr. 25, H. 3, ✉ 21: [846, 1180, 1082, 1194]
margin-fragment: ldis: [0, 1945, 19, 1960]
directory-entry: Selpien, Theodor, Cig.-Sort., Kampstr. 9, ✉ 6: [846, 1397, 1069, 1411]
margin-fragment: nd-: [0, 593, 18, 608]
pointing-hand-icon: ☛: [528, 2130, 549, 2155]
directory-entry: — Frau J., Lilienstr. 25, ✉ 1: [174, 1118, 313, 1132]
directory-entry: — Wwe., F., Privatiere, Rothenbaumchaussee 239, ✉ 17: [1182, 730, 1459, 745]
directory-entry: — Heinr., Briefträger, Rentzelstr. 12, H. 10, ✉ 6: [846, 374, 1083, 388]
directory-entry: — F., Rentier, Mittelstr. 11, ✉ 26: [846, 203, 1009, 218]
margin-fragment: 206,: [0, 957, 23, 972]
directory-entry: — Conrad, Strassenbahnsch., Dorotheenstrasse 99, ✉ 21: [174, 963, 452, 977]
directory-entry: ⊙ Gustav Sellckau, HR, Hutmachermstr., BCto: St. P. Creditb., ☎ II, 1708, Eimsbüttelerchaussee 2, ✉ 19: [510, 1242, 838, 1272]
directory-entry: — Wwe., M., Schneiderin, Erichstr. 38, Hths., ✉ 4: [174, 1304, 422, 1318]
directory-entry: — A. W., Director d. Hanseat. Colonisations-Gesellsch., Klosterstern 1, ✉17: [846, 575, 1121, 605]
directory-column-4: [1182, 188, 1510, 2108]
directory-entry: — Wwe., M., Plätterin, Steinstr. 64, ✉ 7: [1182, 1149, 1380, 1163]
directory-entry: Semerau, A., Cig.-Handl., neuer Krahn 5, ✉ 8: [1182, 420, 1407, 435]
directory-entry: Semmelhack, Ad., Ewerführer, Hütten 108, H. 1, ✉ 3: [1182, 1366, 1443, 1380]
directory-entry: — S. E., Commission, Altonaerstr. 44, ✉6: [510, 823, 717, 838]
column-separator: [505, 182, 506, 2112]
margin-fragment: Firma,: [0, 1971, 35, 1986]
